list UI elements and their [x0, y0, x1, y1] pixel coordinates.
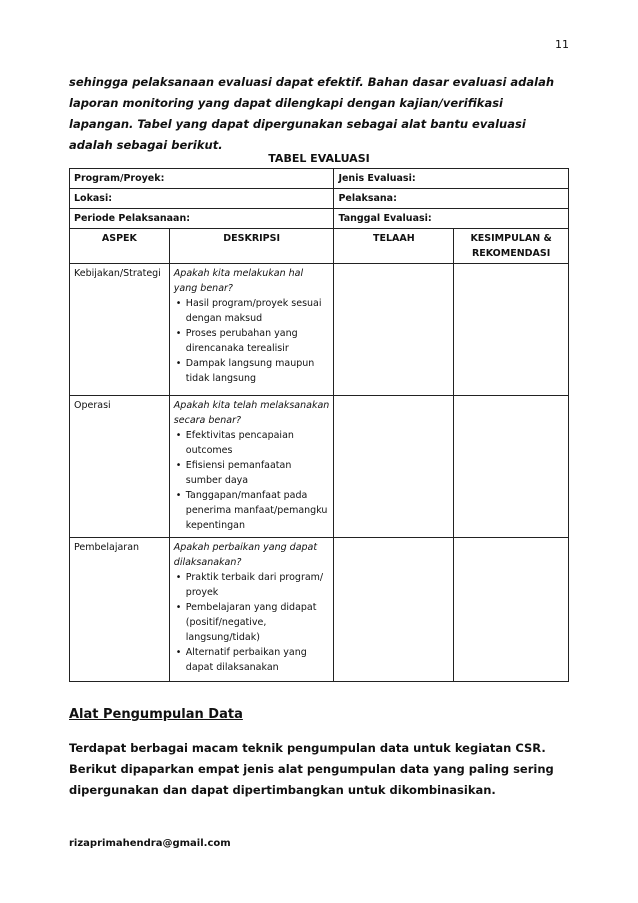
tanggal-label: Tanggal Evaluasi:	[334, 209, 569, 229]
aspek-cell: Kebijakan/Strategi	[70, 264, 170, 396]
deskripsi-cell	[169, 264, 334, 396]
question-text: Apakah kita melakukan hal yang benar?	[173, 268, 304, 294]
footer-email: rizaprimahendra@gmail.com	[69, 838, 231, 849]
table-info-row	[70, 169, 569, 189]
bullet-list	[174, 428, 330, 533]
bullet-item: • Efisiensi pemanfaatan sumber daya	[186, 458, 330, 488]
aspek-cell: Pembelajaran	[70, 538, 170, 682]
kesimpulan-cell	[454, 396, 569, 538]
deskripsi-cell	[169, 538, 334, 682]
bullet-list	[174, 296, 330, 386]
bullet-item: • Tanggapan/manfaat pada penerima manfaat/pemangku kepentingan	[186, 488, 330, 533]
jenis-evaluasi-label: Jenis Evaluasi:	[334, 169, 569, 189]
intro-paragraph: sehingga pelaksanaan evaluasi dapat efektif. Bahan dasar evaluasi adalah laporan monitoring yang dapat dilengkapi dengan kajian/verifikasi lapangan. Tabel yang dapat dipergunakan sebagai alat bantu evaluasi adalah sebagai berikut.	[69, 75, 555, 152]
section-heading: Alat Pengumpulan Data	[69, 707, 243, 722]
bullet-item: • Praktik terbaik dari program/ proyek	[186, 570, 330, 600]
kesimpulan-cell	[454, 538, 569, 682]
deskripsi-cell	[169, 396, 334, 538]
bullet-item: • Proses perubahan yang direncanaka terealisir	[186, 326, 330, 356]
table-row	[70, 396, 569, 538]
evaluation-table	[69, 168, 569, 682]
table-row	[70, 538, 569, 682]
question-text: Apakah kita telah melaksanakan secara benar?	[173, 400, 330, 426]
bullet-item: • Efektivitas pencapaian outcomes	[186, 428, 330, 458]
table-row	[70, 264, 569, 396]
aspek-cell: Operasi	[70, 396, 170, 538]
telaah-cell	[334, 264, 454, 396]
page-number: 11	[555, 38, 569, 51]
header-telaah: TELAAH	[334, 229, 454, 264]
table-column-headers	[70, 229, 569, 264]
telaah-cell	[334, 396, 454, 538]
question-text: Apakah perbaikan yang dapat dilaksanakan?	[173, 542, 318, 568]
bullet-item: • Alternatif perbaikan yang dapat dilaksanakan	[186, 645, 330, 675]
kesimpulan-cell	[454, 264, 569, 396]
telaah-cell	[334, 538, 454, 682]
header-kesimpulan: KESIMPULAN & REKOMENDASI	[454, 229, 569, 264]
bullet-item: • Dampak langsung maupun tidak langsung	[186, 356, 330, 386]
header-aspek: ASPEK	[70, 229, 170, 264]
periode-label: Periode Pelaksanaan:	[70, 209, 334, 229]
program-label: Program/Proyek:	[70, 169, 334, 189]
lokasi-label: Lokasi:	[70, 189, 334, 209]
bullet-list	[174, 570, 330, 675]
table-title: TABEL EVALUASI	[268, 152, 370, 165]
header-deskripsi: DESKRIPSI	[169, 229, 334, 264]
bullet-item: • Hasil program/proyek sesuai dengan maksud	[186, 296, 330, 326]
pelaksana-label: Pelaksana:	[334, 189, 569, 209]
table-info-row	[70, 189, 569, 209]
body-paragraph: Terdapat berbagai macam teknik pengumpulan data untuk kegiatan CSR. Berikut dipaparkan empat jenis alat pengumpulan data yang paling sering dipergunakan dan dapat dipertimbangkan untuk dikombinasikan.	[69, 741, 554, 797]
bullet-item: • Pembelajaran yang didapat (positif/negative, langsung/tidak)	[186, 600, 330, 645]
table-info-row	[70, 209, 569, 229]
